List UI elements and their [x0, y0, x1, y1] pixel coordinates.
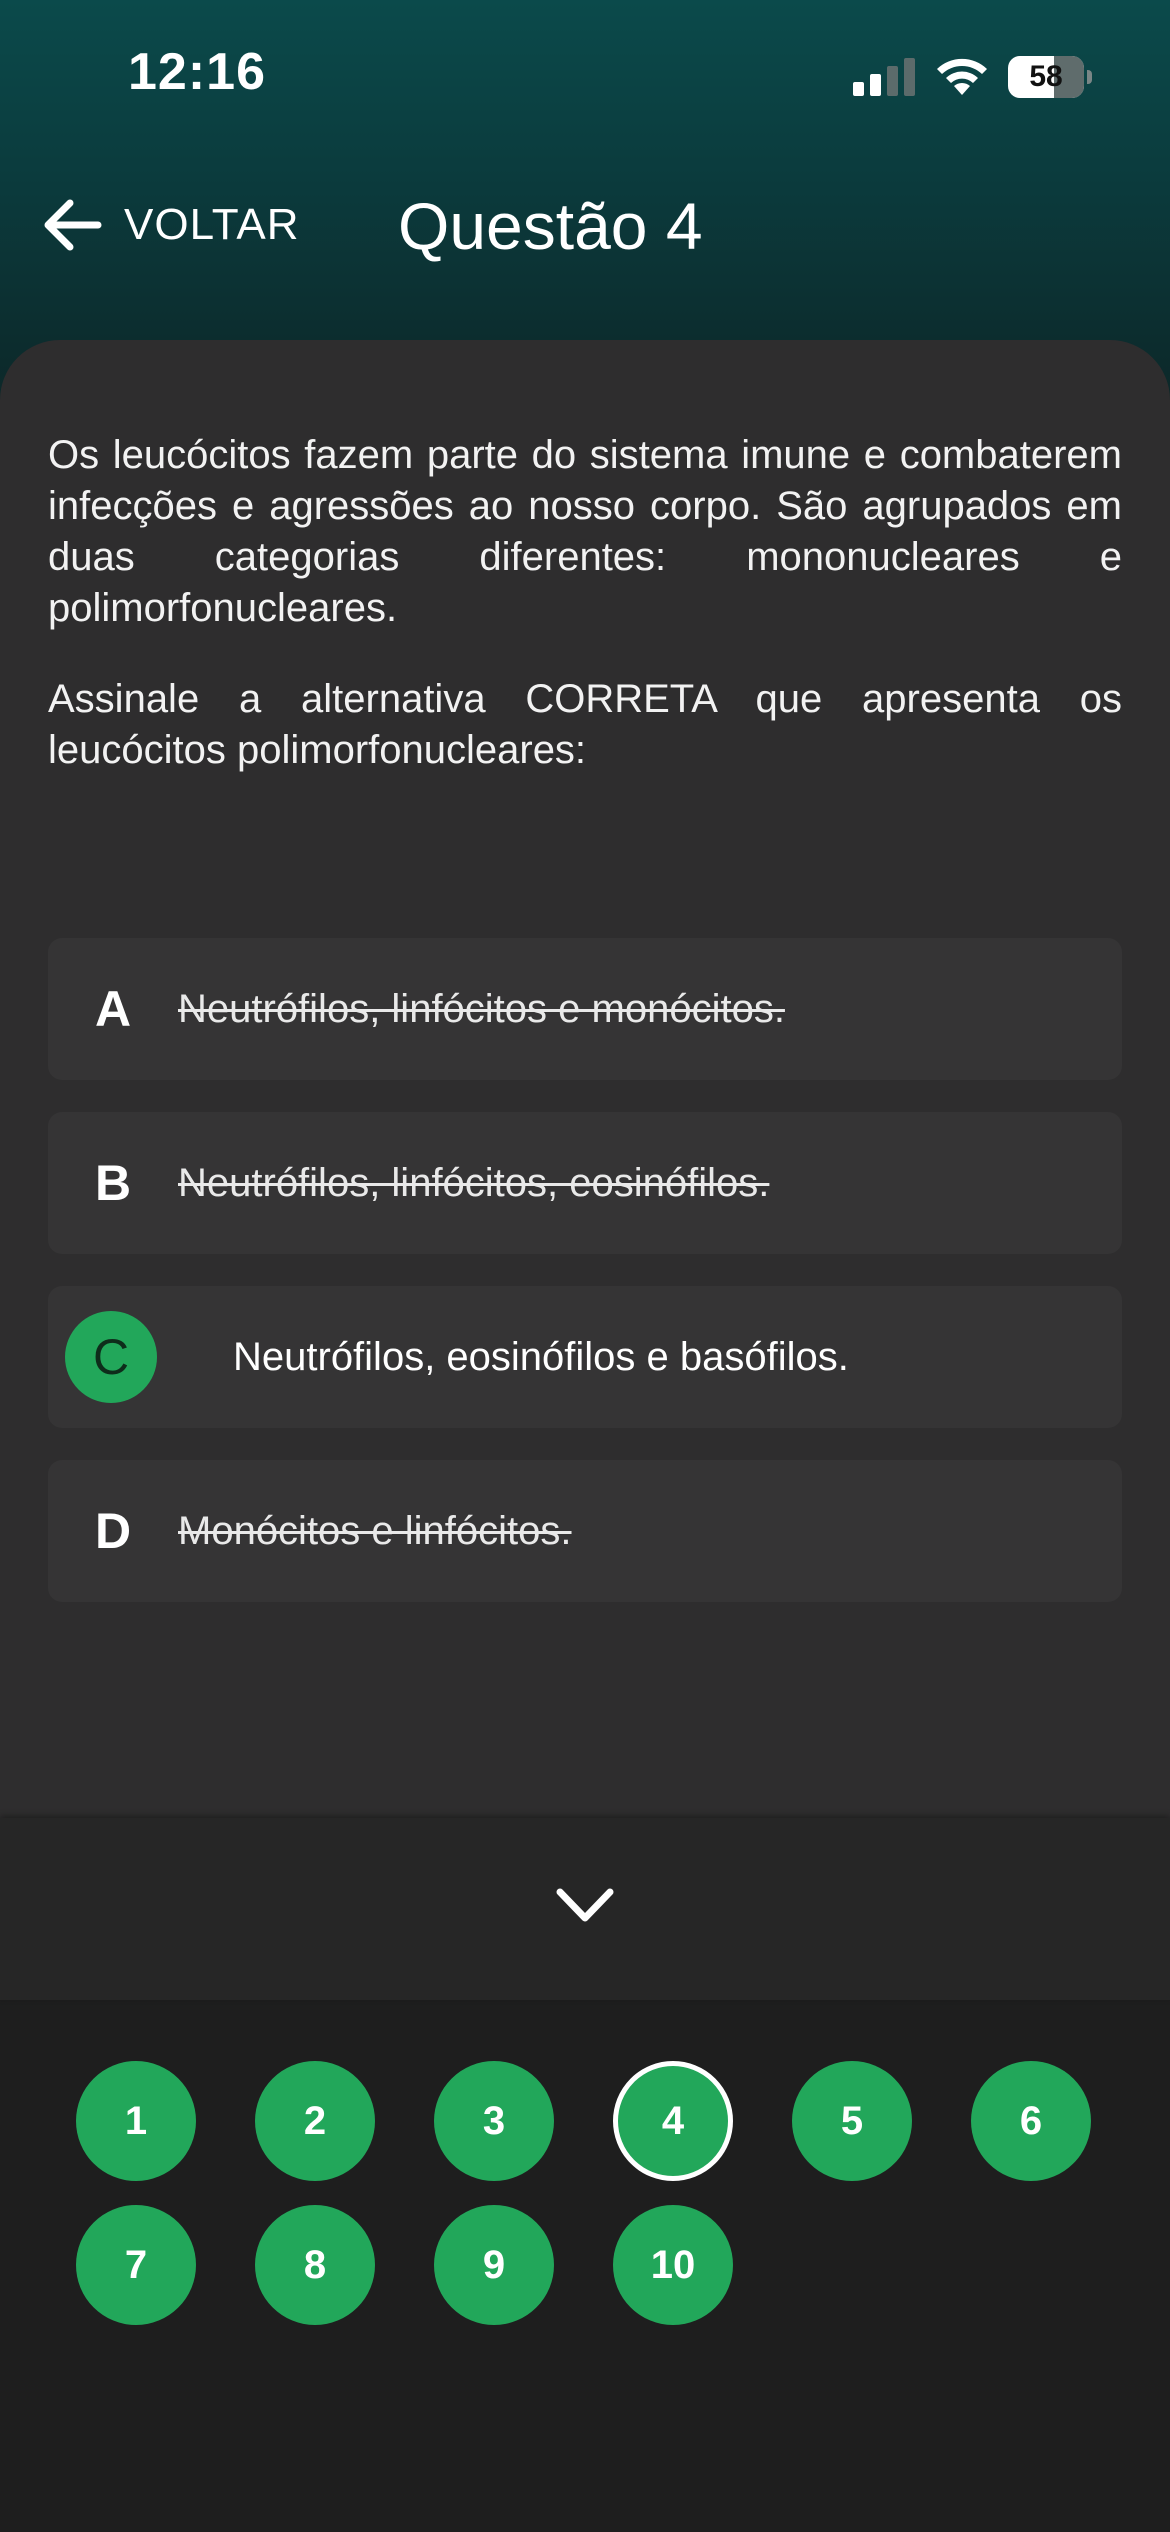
- battery-level: 58: [1029, 60, 1063, 93]
- option-text: Neutrófilos, linfócitos, eosinófilos.: [178, 1160, 770, 1205]
- question-paragraph: Assinale a alternativa CORRETA que apresenta os leucócitos polimorfonucleares:: [48, 677, 1122, 772]
- option-letter: D: [94, 1503, 132, 1559]
- question-card: [0, 340, 1170, 1840]
- question-4-button[interactable]: 4: [613, 2061, 733, 2181]
- question-paragraph: Os leucócitos fazem parte do sistema imune e combaterem infecções e agressões ao nosso corpo. São agrupados em duas categorias diferentes: mononucleares e polimorfonucleares.: [48, 433, 1122, 630]
- question-navigator: [0, 1818, 1170, 2532]
- page-title: Questão 4: [398, 189, 703, 263]
- question-3-button[interactable]: 3: [434, 2061, 554, 2181]
- option-a[interactable]: [48, 938, 1122, 1080]
- option-d[interactable]: [48, 1460, 1122, 1602]
- question-1-button[interactable]: 1: [76, 2061, 196, 2181]
- status-bar: [0, 0, 1170, 150]
- arrow-left-icon: [40, 197, 104, 253]
- options-list: [48, 938, 1122, 1634]
- option-letter: A: [94, 981, 132, 1037]
- option-text: Monócitos e linfócitos.: [178, 1508, 572, 1553]
- question-text: [48, 430, 1122, 816]
- chevron-down-icon: [554, 1884, 616, 1926]
- battery-icon: [1008, 56, 1092, 98]
- question-8-button[interactable]: 8: [255, 2205, 375, 2325]
- option-letter: B: [94, 1155, 132, 1211]
- option-text: Neutrófilos, eosinófilos e basófilos.: [233, 1334, 849, 1379]
- question-6-button[interactable]: 6: [971, 2061, 1091, 2181]
- back-button[interactable]: [40, 190, 300, 260]
- question-7-button[interactable]: 7: [76, 2205, 196, 2325]
- header: [0, 160, 1170, 290]
- option-letter: C: [65, 1311, 157, 1403]
- option-b[interactable]: [48, 1112, 1122, 1254]
- option-text: Neutrófilos, linfócitos e monócitos.: [178, 986, 785, 1031]
- option-c[interactable]: [48, 1286, 1122, 1428]
- status-time: 12:16: [128, 43, 266, 101]
- question-2-button[interactable]: 2: [255, 2061, 375, 2181]
- question-9-button[interactable]: 9: [434, 2205, 554, 2325]
- collapse-button[interactable]: [0, 1818, 1170, 2000]
- wifi-icon: [935, 55, 989, 97]
- cellular-signal-icon: [853, 58, 915, 96]
- back-label: VOLTAR: [124, 200, 300, 249]
- question-5-button[interactable]: 5: [792, 2061, 912, 2181]
- question-10-button[interactable]: 10: [613, 2205, 733, 2325]
